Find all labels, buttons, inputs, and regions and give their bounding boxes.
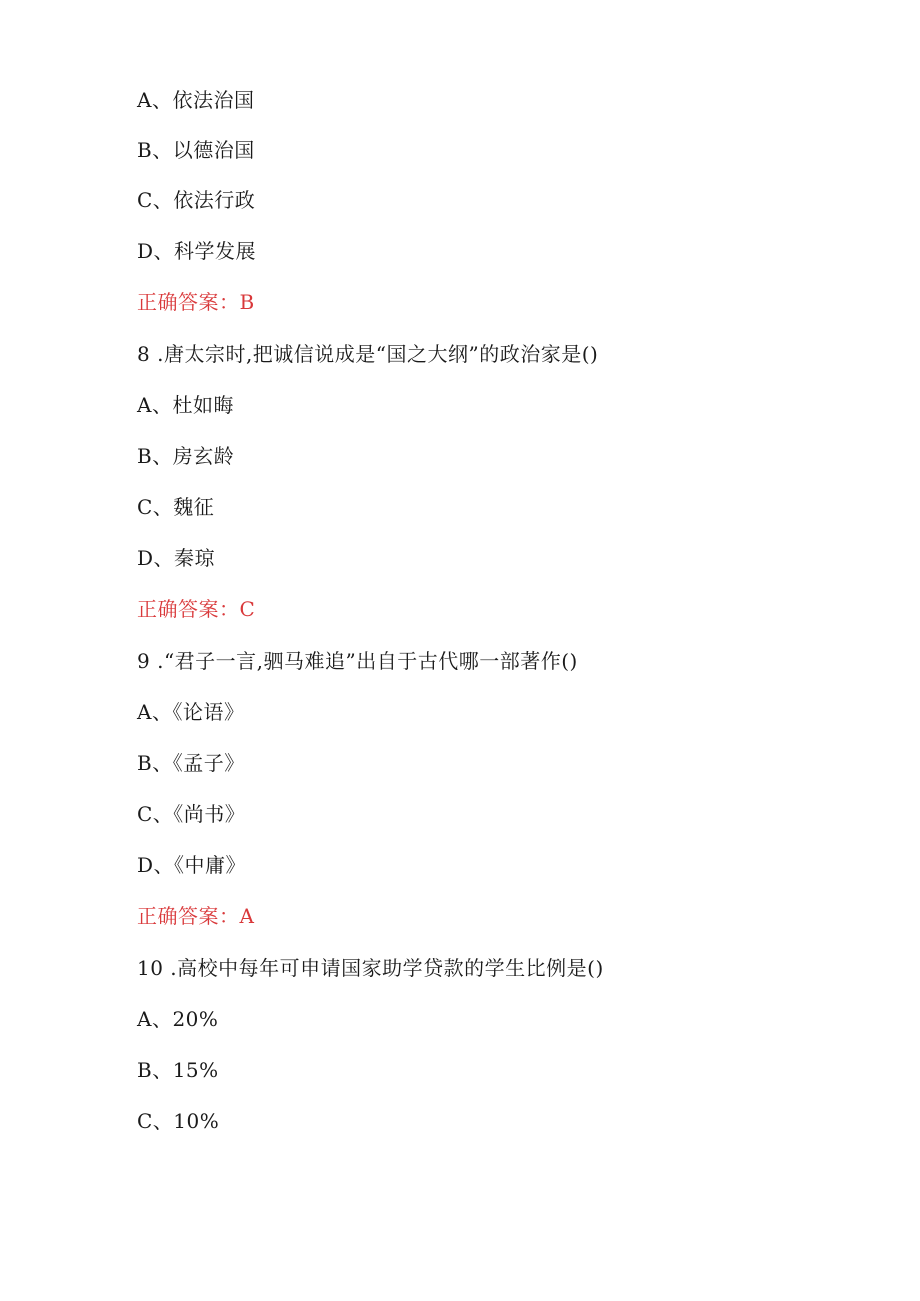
q7-option-d: D、科学发展 <box>137 239 257 263</box>
q8-option-c: C、魏征 <box>137 495 215 519</box>
q8-answer: 正确答案：C <box>137 597 256 621</box>
q8-question: 8 .唐太宗时,把诚信说成是“国之大纲”的政治家是() <box>137 342 599 366</box>
q7-answer: 正确答案：B <box>137 290 255 314</box>
q9-option-d: D、《中庸》 <box>137 853 247 877</box>
q8-option-b: B、房玄龄 <box>137 444 235 468</box>
q10-option-a: A、20% <box>137 1007 219 1031</box>
q8-option-a: A、杜如晦 <box>137 393 234 417</box>
q7-option-a: A、依法治国 <box>137 88 255 112</box>
q10-question: 10 .高校中每年可申请国家助学贷款的学生比例是() <box>137 956 604 980</box>
q9-question: 9 .“君子一言,驷马难追”出自于古代哪一部著作() <box>137 649 578 673</box>
q10-option-c: C、10% <box>137 1109 220 1133</box>
q9-option-c: C、《尚书》 <box>137 802 246 826</box>
q9-option-b: B、《孟子》 <box>137 751 245 775</box>
q9-answer: 正确答案：A <box>137 904 255 928</box>
q10-option-b: B、15% <box>137 1058 219 1082</box>
q8-option-d: D、秦琼 <box>137 546 216 570</box>
q9-option-a: A、《论语》 <box>137 700 245 724</box>
q7-option-b: B、以德治国 <box>137 138 255 162</box>
q7-option-c: C、依法行政 <box>137 188 256 212</box>
